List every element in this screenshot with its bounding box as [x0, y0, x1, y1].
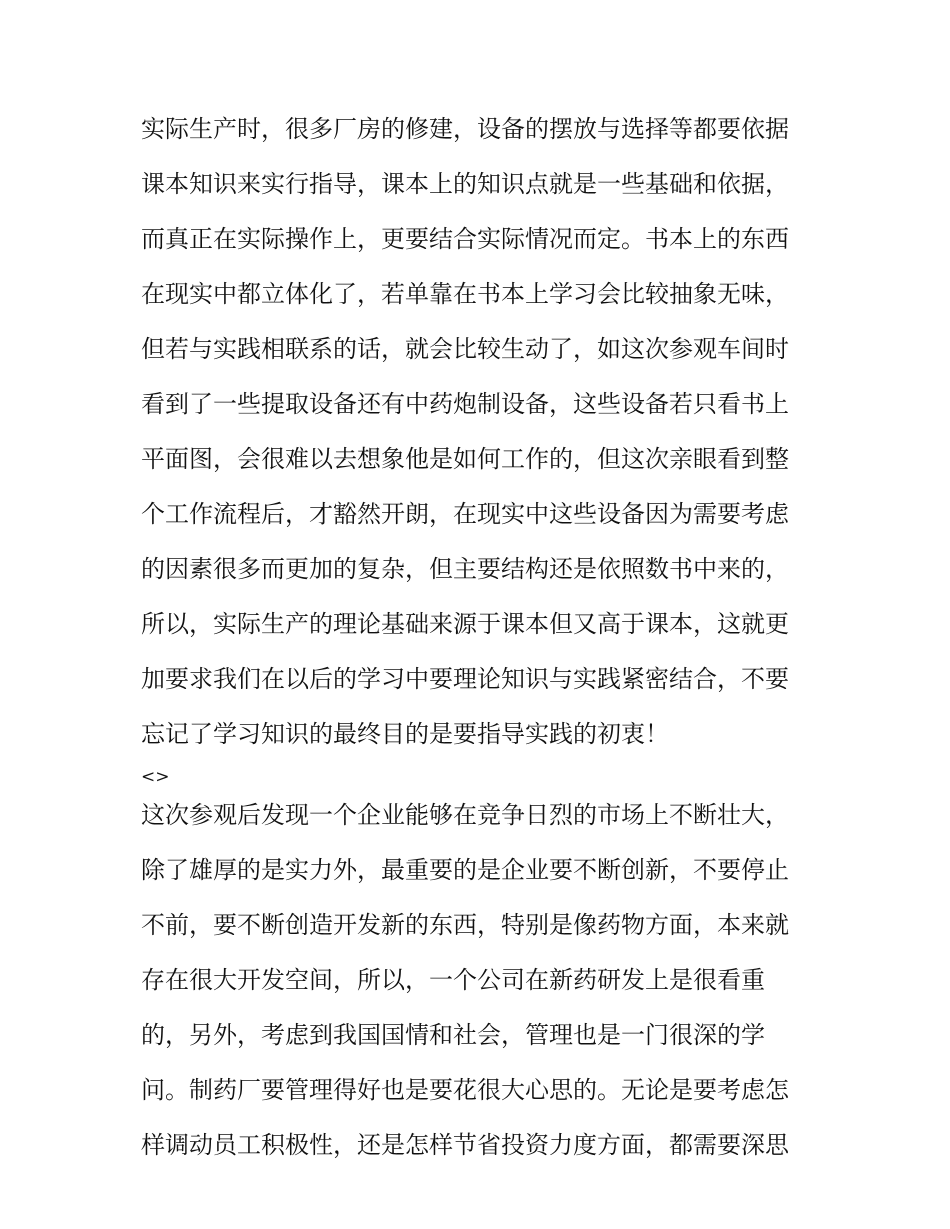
text-line: 的因素很多而更加的复杂，但主要结构还是依照数书中来的， [141, 555, 789, 583]
text-line: 而真正在实际操作上，更要结合实际情况而定。书本上的东西 [141, 225, 789, 253]
text-line: 实际生产时，很多厂房的修建，设备的摆放与选择等都要依据 [141, 115, 789, 143]
separator-mark: <> [141, 767, 170, 787]
text-line: 看到了一些提取设备还有中药炮制设备，这些设备若只看书上 [141, 390, 789, 418]
text-line: 在现实中都立体化了，若单靠在书本上学习会比较抽象无味， [141, 280, 789, 308]
text-line: 样调动员工积极性，还是怎样节省投资力度方面，都需要深思 [141, 1131, 789, 1159]
text-line: 个工作流程后，才豁然开朗，在现实中这些设备因为需要考虑 [141, 500, 789, 528]
text-line: 忘记了学习知识的最终目的是要指导实践的初衷！ [141, 720, 669, 748]
text-line: 的，另外，考虑到我国国情和社会，管理也是一门很深的学 [141, 1021, 765, 1049]
text-line: 不前，要不断创造开发新的东西，特别是像药物方面，本来就 [141, 911, 789, 939]
text-line: 但若与实践相联系的话，就会比较生动了，如这次参观车间时 [141, 335, 789, 363]
text-line: 问。制药厂要管理得好也是要花很大心思的。无论是要考虑怎 [141, 1076, 789, 1104]
text-line: 所以，实际生产的理论基础来源于课本但又高于课本，这就更 [141, 610, 789, 638]
text-line: 课本知识来实行指导，课本上的知识点就是一些基础和依据， [141, 170, 789, 198]
text-line: 加要求我们在以后的学习中要理论知识与实践紧密结合，不要 [141, 665, 789, 693]
text-line: 这次参观后发现一个企业能够在竞争日烈的市场上不断壮大， [141, 801, 789, 829]
text-line: 平面图，会很难以去想象他是如何工作的，但这次亲眼看到整 [141, 445, 789, 473]
text-line: 除了雄厚的是实力外，最重要的是企业要不断创新，不要停止 [141, 856, 789, 884]
text-line: 存在很大开发空间，所以，一个公司在新药研发上是很看重 [141, 966, 765, 994]
